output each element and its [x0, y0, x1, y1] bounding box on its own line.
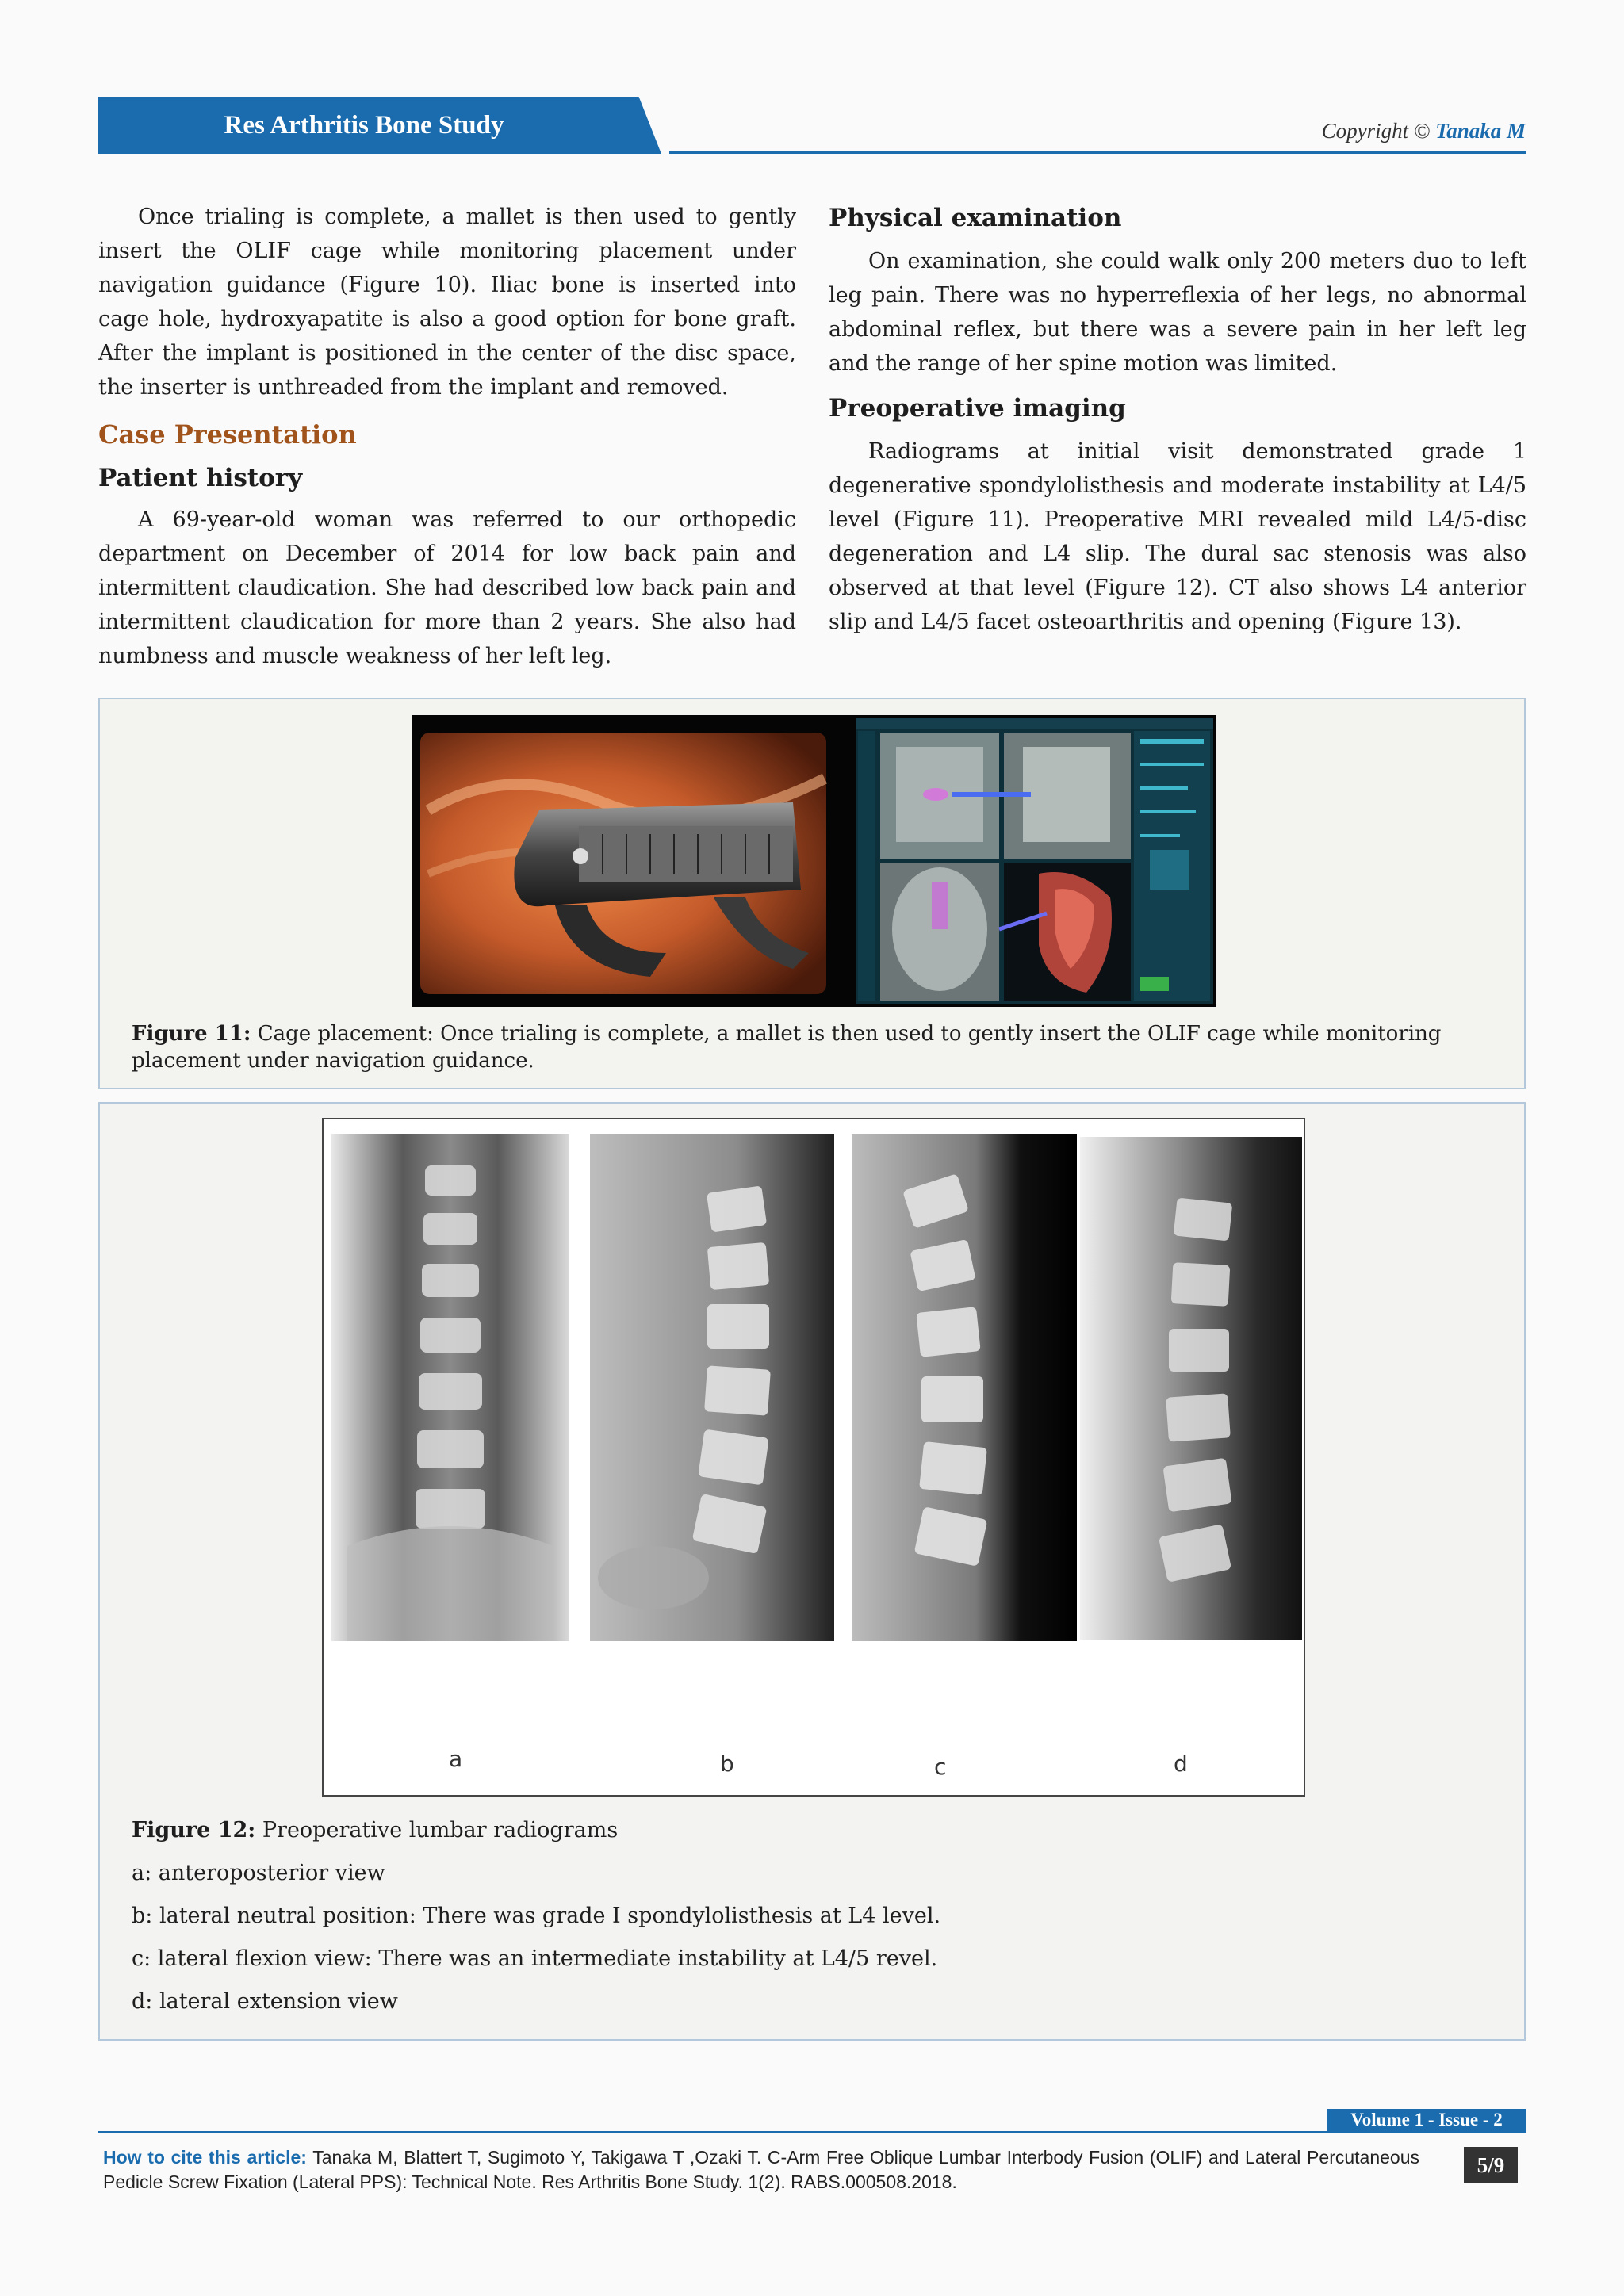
panel-label-b: b — [720, 1751, 734, 1777]
figure-11-caption — [132, 1020, 1511, 1074]
panel-label-d: d — [1174, 1751, 1188, 1777]
caption-line-c: c: lateral flexion view: There was an intermediate instability at L4/5 revel. — [132, 1946, 938, 1971]
figure-11-label: Figure 11: — [132, 1022, 251, 1046]
panel-label-c: c — [934, 1754, 947, 1780]
xray-lateral-flexion — [852, 1134, 1077, 1641]
journal-title: Res Arthritis Bone Study — [224, 110, 504, 140]
radiograms-panel — [322, 1118, 1305, 1797]
figure-12-title-line — [132, 1817, 1480, 1860]
xray-ap-view — [331, 1134, 569, 1641]
panel-label-a: a — [449, 1746, 463, 1772]
citation-text: Tanaka M, Blattert T, Sugimoto Y, Takigawa T ,Ozaki T. C-Arm Free Oblique Lumbar Interbody Fusion (OLIF) and Lateral Percutaneous Pedicle Screw Fixation (Lateral PPS): Technical Note. Res Arthritis Bone Study. 1(2). RABS.000508.2018. — [103, 2147, 1419, 2192]
figure-11-box — [98, 698, 1526, 1089]
caption-line-a: a: anteroposterior view — [132, 1861, 385, 1885]
figure-12-caption-text: Preoperative lumbar radiograms — [262, 1818, 619, 1843]
figure-12-box — [98, 1102, 1526, 2041]
right-column — [829, 200, 1526, 639]
page-number: 5/9 — [1464, 2147, 1518, 2183]
volume-issue-badge: Volume 1 - Issue - 2 — [1327, 2109, 1526, 2131]
figure-12-caption — [132, 1817, 1480, 2031]
citation-label: How to cite this article: — [103, 2147, 307, 2168]
section-title: Case Presentation — [98, 419, 357, 450]
physical-exam-paragraph: On examination, she could walk only 200 meters duo to left leg pain. There was no hyperreflexia of her legs, no abnormal abdominal reflex, but there was a severe pain in her left leg and the range of her spine motion was limited. — [829, 249, 1526, 376]
navigation-surgery-image — [412, 715, 1216, 1007]
left-column — [98, 200, 796, 673]
copyright-line — [1322, 119, 1526, 144]
figure-12-label: Figure 12: — [132, 1818, 256, 1843]
figure-11-caption-text: Cage placement: Once trialing is complete, a mallet is then used to gently insert the OLIF cage while monitoring placement under navigation guidance. — [132, 1022, 1442, 1073]
header-rule — [669, 151, 1526, 154]
patient-history-paragraph: A 69-year-old woman was referred to our orthopedic department on December of 2014 for low back pain and intermittent claudication. She had described low back pain and intermittent claudication for more than 2 years. She also had numbness and muscle weakness of her left leg. — [98, 507, 796, 668]
footer-rule — [98, 2131, 1526, 2133]
caption-line-d: d: lateral extension view — [132, 1989, 398, 2014]
surgery-navigation-photo — [412, 715, 1216, 1007]
caption-line-b: b: lateral neutral position: There was grade I spondylolisthesis at L4 level. — [132, 1904, 941, 1928]
preoperative-imaging-paragraph: Radiograms at initial visit demonstrated grade 1 degenerative spondylolisthesis and moderate instability at L4/5 level (Figure 11). Preoperative MRI revealed mild L4/5-disc degeneration and L4 slip. The dural sac stenosis was also observed at that level (Figure 12). CT also shows L4 anterior slip and L4/5 facet osteoarthritis and opening (Figure 13). — [829, 439, 1526, 634]
patient-history-heading: Patient history — [98, 464, 303, 492]
copyright-prefix: Copyright © — [1321, 119, 1431, 143]
preoperative-imaging-heading: Preoperative imaging — [829, 394, 1126, 423]
xray-lateral-extension — [1080, 1137, 1302, 1640]
xray-lateral-neutral — [590, 1134, 834, 1641]
physical-exam-heading: Physical examination — [829, 204, 1122, 232]
intro-paragraph: Once trialing is complete, a mallet is then used to gently insert the OLIF cage while monitoring placement under navigation guidance (Figure 10). Iliac bone is inserted into cage hole, hydroxyapatite is also a good option for bone graft. After the implant is positioned in the center of the disc space, the inserter is unthreaded from the implant and removed. — [98, 205, 796, 400]
copyright-author: Tanaka M — [1435, 119, 1526, 143]
citation — [103, 2145, 1419, 2195]
